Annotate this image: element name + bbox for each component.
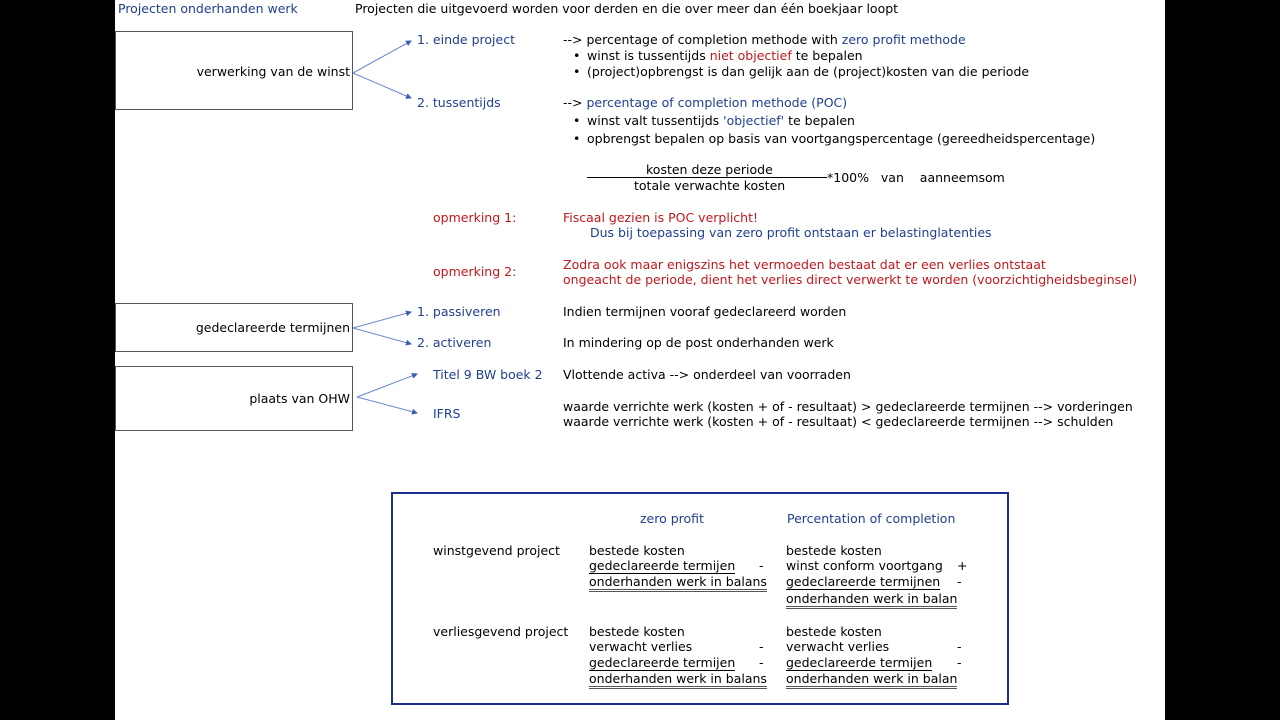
ifrs-line-1: waarde verrichte werk (kosten + of - resultaat) > gedeclareerde termijnen --> vorderingen [563,399,1133,414]
verlies-poc-row-4: onderhanden werk in balan [786,671,957,689]
zero-profit-highlight: zero profit methode [841,32,966,47]
formula-denominator: totale verwachte kosten [634,178,786,193]
bullet-text: winst is tussentijds [587,48,710,63]
formula-numerator: kosten deze periode [646,162,773,177]
opmerking-2-line-1: Zodra ook maar enigszins het vermoeden bestaat dat er een verlies ontstaat [563,257,1046,272]
winst-box-label: verwerking van de winst [196,64,350,79]
verlies-zero-op-3: - [759,655,764,670]
tussentijds-bullet-1 [587,113,855,128]
activeren-label: 2. activeren [417,335,492,350]
formula-suffix: *100% van aanneemsom [827,170,1005,185]
ifrs-label: IFRS [433,406,461,421]
bullet-text: winst valt tussentijds [587,113,724,128]
ifrs-line-2: waarde verrichte werk (kosten + of - resultaat) < gedeclareerde termijnen --> schulden [563,414,1114,429]
verlies-poc-op-2: - [957,639,962,654]
termijnen-box-label: gedeclareerde termijnen [195,320,350,335]
comparison-table [391,492,1009,705]
winst-poc-op-2: + [957,558,968,573]
winst-zero-row-2: gedeclareerde termijen [589,558,736,573]
page-subtitle: Projecten die uitgevoerd worden voor derden en die over meer dan één boekjaar loopt [355,1,899,16]
winst-poc-row-2: winst conform voortgang [786,558,943,573]
winst-poc-op-3: - [957,574,962,589]
document-page [115,0,1165,720]
tussentijds-heading [563,95,847,110]
winst-poc-row-3: gedeclareerde termijnen [786,574,941,589]
einde-project-heading-prefix: --> percentage of completion methode with [563,32,842,47]
winst-zero-op-2: - [759,558,764,573]
ohw-box-label: plaats van OHW [249,391,350,406]
winstgevend-label: winstgevend project [433,543,560,558]
winst-zero-row-1: bestede kosten [589,543,685,558]
verlies-zero-row-1: bestede kosten [589,624,685,639]
verlies-zero-row-2: verwacht verlies [589,639,693,654]
passiveren-label: 1. passiveren [417,304,501,319]
termijnen-box [115,303,353,352]
einde-project-bullet-2: • (project)opbrengst is dan gelijk aan de (project)kosten van die periode [587,64,1029,79]
titel9-text: Vlottende activa --> onderdeel van voorraden [563,367,851,382]
verlies-poc-row-2: verwacht verlies [786,639,890,654]
niet-objectief-highlight: niet objectief [709,48,792,63]
col-header-poc: Percentation of completion [787,511,956,526]
activeren-text: In mindering op de post onderhanden werk [563,335,834,350]
poc-highlight: percentage of completion methode (POC) [586,95,848,110]
bullet-text: te bepalen [784,113,855,128]
einde-project-text: 1. einde project [417,32,515,47]
opmerking-1-line-2: Dus bij toepassing van zero profit ontstaan er belastinglatenties [590,225,992,240]
winst-poc-row-1: bestede kosten [786,543,882,558]
winst-poc-row-4: onderhanden werk in balan [786,591,957,609]
winst-zero-row-3: onderhanden werk in balans [589,574,767,592]
tussentijds-text: 2. tussentijds [417,95,501,110]
verliesgevend-label: verliesgevend project [433,624,569,639]
einde-project-bullet-1 [587,48,863,63]
winst-box [115,31,353,110]
einde-project-label [417,32,515,47]
verlies-zero-op-2: - [759,639,764,654]
col-header-zero-profit: zero profit [640,511,704,526]
opmerking-1-label: opmerking 1: [433,210,517,225]
page-title: Projecten onderhanden werk [118,1,298,16]
opmerking-2-line-2: ongeacht de periode, dient het verlies direct verwerkt te worden (voorzichtigheidsbeginsel) [563,272,1138,287]
tussentijds-bullet-2: • opbrengst bepalen op basis van voortgangspercentage (gereedheidspercentage) [587,131,1095,146]
passiveren-text: Indien termijnen vooraf gedeclareerd worden [563,304,847,319]
verlies-zero-row-3: gedeclareerde termijen [589,655,736,670]
verlies-zero-row-4: onderhanden werk in balans [589,671,767,689]
bullet-text: te bepalen [791,48,863,63]
verlies-poc-row-1: bestede kosten [786,624,882,639]
opmerking-1-line-1: Fiscaal gezien is POC verplicht! [563,210,759,225]
verlies-poc-op-3: - [957,655,962,670]
einde-project-heading [563,32,966,47]
tussentijds-label [417,95,501,110]
objectief-highlight: 'objectief' [723,113,785,128]
tussentijds-heading-prefix: --> [563,95,587,110]
ohw-box [115,366,353,431]
opmerking-2-label: opmerking 2: [433,264,517,279]
titel9-label: Titel 9 BW boek 2 [433,367,543,382]
verlies-poc-row-3: gedeclareerde termijen [786,655,933,670]
